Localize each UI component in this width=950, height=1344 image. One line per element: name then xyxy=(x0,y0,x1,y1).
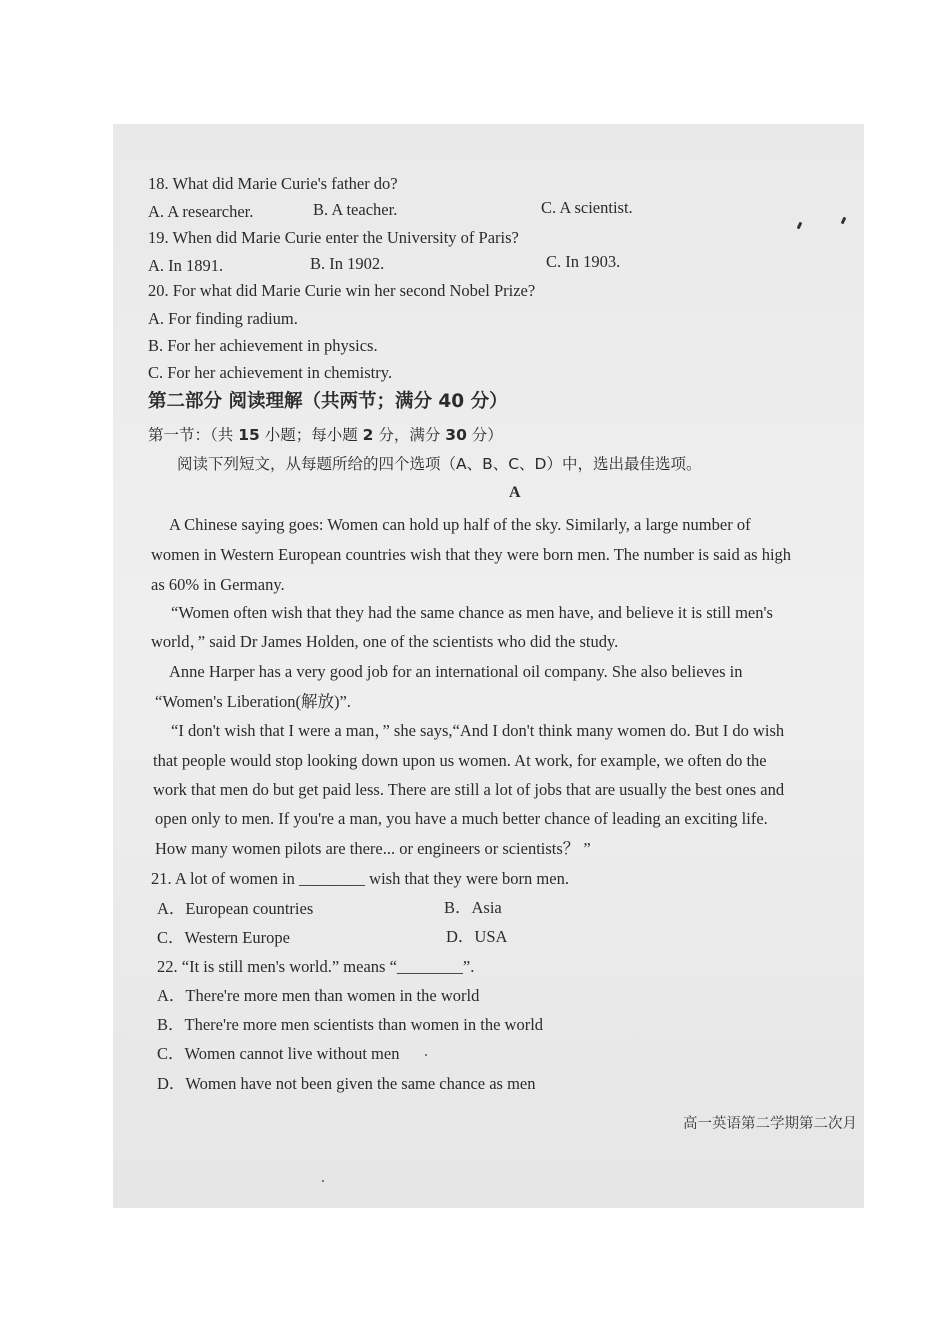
question-22-option-c: C．Women cannot live without men xyxy=(157,1044,400,1063)
question-21-option-a: A．European countries xyxy=(157,899,314,918)
exam-page xyxy=(113,124,864,1208)
passage-title: A xyxy=(509,484,521,501)
question-22-stem: 22. “It is still men's world.” means “________”. xyxy=(157,957,475,976)
reading-instruction: 阅读下列短文，从每题所给的四个选项（A、B、C、D）中，选出最佳选项。 xyxy=(177,455,702,473)
question-22-option-d: D．Women have not been given the same chance as men xyxy=(157,1074,536,1093)
section-1-heading: 第一节：（共 15 小题；每小题 2 分，满分 30 分） xyxy=(148,426,503,444)
question-19-option-c: C. In 1903. xyxy=(546,252,621,271)
speck xyxy=(425,1054,427,1056)
question-21-stem: 21. A lot of women in ________ wish that they were born men. xyxy=(151,869,569,888)
question-21-option-c: C．Western Europe xyxy=(157,928,290,947)
passage-line: “Women's Liberation(解放)”. xyxy=(155,692,351,711)
question-18-option-a: A. A researcher. xyxy=(148,202,254,221)
question-19-stem: 19. When did Marie Curie enter the University of Paris? xyxy=(148,228,519,247)
passage-line: as 60% in Germany. xyxy=(151,575,285,594)
question-19-option-b: B. In 1902. xyxy=(310,254,385,273)
passage-line: work that men do but get paid less. There are still a lot of jobs that are usually the best ones and xyxy=(153,780,785,799)
question-22-option-b: B．There're more men scientists than women in the world xyxy=(157,1015,544,1034)
passage-line: world，” said Dr James Holden, one of the scientists who did the study. xyxy=(151,632,619,651)
passage-line: How many women pilots are there... or engineers or scientists？ ” xyxy=(155,839,591,858)
question-20-option-c: C. For her achievement in chemistry. xyxy=(148,363,393,382)
question-21-option-d: D．USA xyxy=(446,927,508,946)
question-20-option-a: A. For finding radium. xyxy=(148,309,298,328)
question-20-option-b: B. For her achievement in physics. xyxy=(148,336,378,355)
question-19-option-a: A. In 1891. xyxy=(148,256,224,275)
passage-line: A Chinese saying goes: Women can hold up half of the sky. Similarly, a large number of xyxy=(169,515,751,534)
passage-line: “I don't wish that I were a man，” she says,“And I don't think many women do. But I do wish xyxy=(171,721,785,740)
pen-mark xyxy=(841,217,847,225)
passage-line: women in Western European countries wish that they were born men. The number is said as high xyxy=(151,545,792,564)
question-22-option-a: A．There're more men than women in the world xyxy=(157,986,480,1005)
passage-line: Anne Harper has a very good job for an international oil company. She also believes in xyxy=(169,662,743,681)
part-2-heading: 第二部分 阅读理解（共两节；满分 40 分） xyxy=(148,391,508,412)
question-18-option-b: B. A teacher. xyxy=(313,200,398,219)
question-18-stem: 18. What did Marie Curie's father do? xyxy=(148,174,398,193)
pen-mark xyxy=(797,222,803,230)
speck xyxy=(322,1180,324,1182)
question-21-option-b: B．Asia xyxy=(444,898,502,917)
question-20-stem: 20. For what did Marie Curie win her second Nobel Prize? xyxy=(148,281,536,300)
passage-line: open only to men. If you're a man, you have a much better chance of leading an exciting life. xyxy=(155,809,768,828)
page-footer: 高一英语第二学期第二次月 xyxy=(683,1116,857,1132)
passage-line: “Women often wish that they had the same chance as men have, and believe it is still men's xyxy=(171,603,773,622)
passage-line: that people would stop looking down upon us women. At work, for example, we often do the xyxy=(153,751,767,770)
question-18-option-c: C. A scientist. xyxy=(541,198,633,217)
